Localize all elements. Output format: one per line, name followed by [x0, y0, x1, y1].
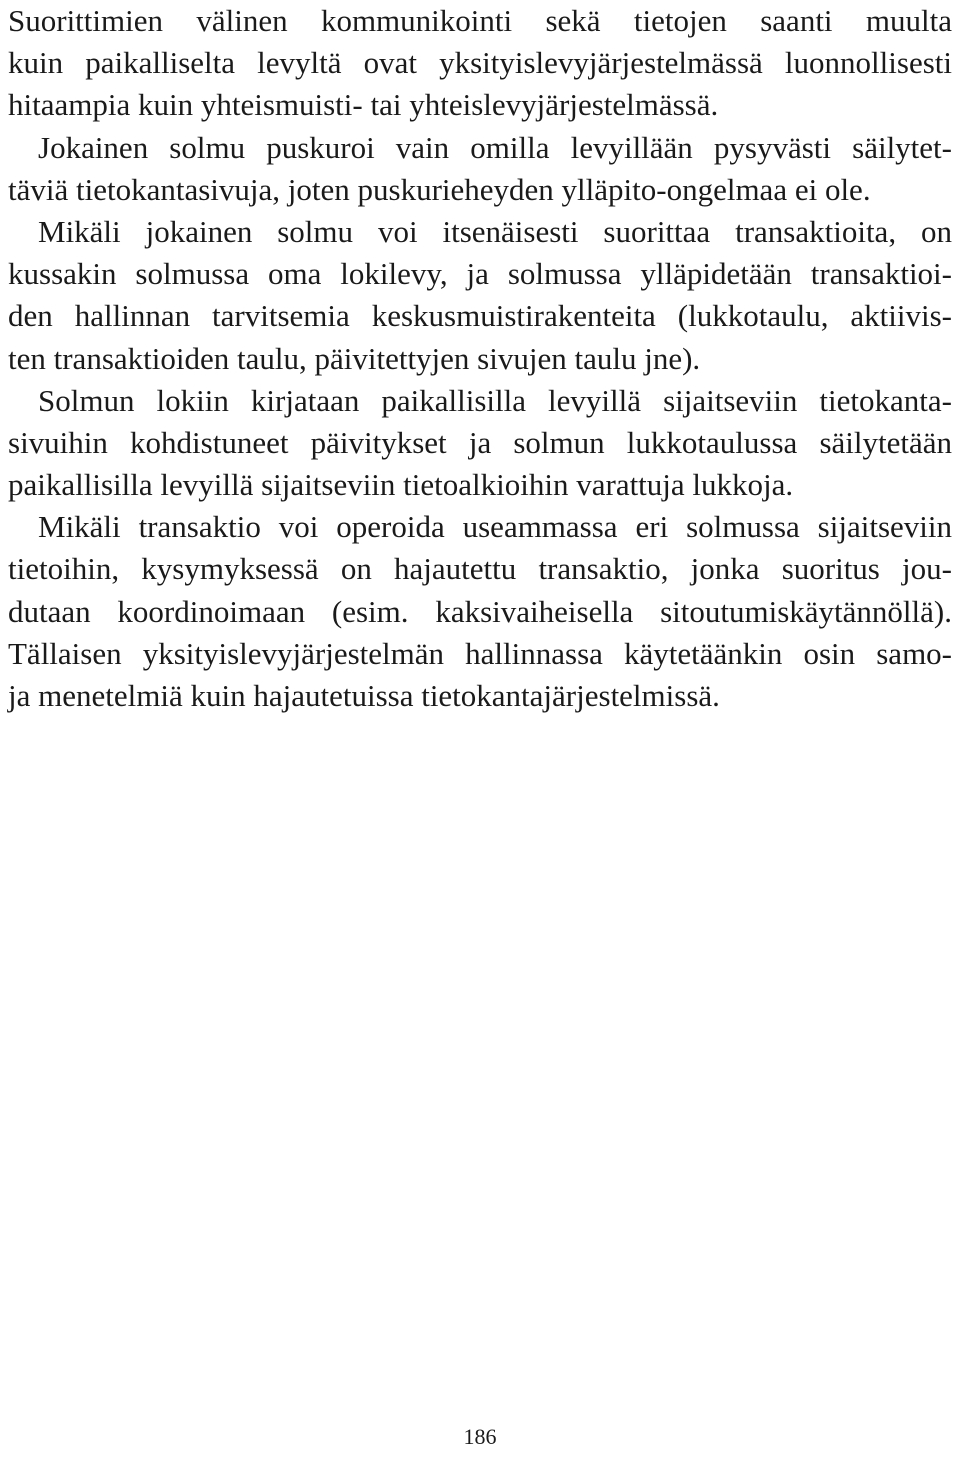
text-line: Mikäli jokainen solmu voi itsenäisesti suorittaa transaktioita, on [38, 213, 952, 249]
text-line: kuin paikalliselta levyltä ovat yksityislevyjärjestelmässä luonnollisesti [8, 45, 952, 81]
paragraph-5 [8, 506, 952, 717]
text-line: ja menetelmiä kuin hajautetuissa tietokantajärjestelmissä. [8, 678, 720, 713]
paragraph-3 [8, 211, 952, 380]
paragraph-4 [8, 380, 952, 507]
text-line: kussakin solmussa oma lokilevy, ja solmussa ylläpidetään transaktioi- [8, 256, 952, 292]
text-line: täviä tietokantasivuja, joten puskurieheyden ylläpito-ongelmaa ei ole. [8, 171, 871, 207]
paragraph-1 [8, 0, 952, 127]
text-line: paikallisilla levyillä sijaitseviin tietoalkioihin varattuja lukkoja. [8, 467, 794, 503]
text-line: ten transaktioiden taulu, päivitettyjen sivujen taulu jne). [8, 340, 701, 376]
body-text [8, 0, 952, 717]
text-line: Tällaisen yksityislevyjärjestelmän hallinnassa käytetäänkin osin samo- [8, 635, 952, 671]
text-line: tietoihin, kysymyksessä on hajautettu transaktio, jonka suoritus jou- [8, 551, 952, 587]
text-line: Solmun lokiin kirjataan paikallisilla levyillä sijaitseviin tietokanta- [38, 382, 952, 418]
text-line: Jokainen solmu puskuroi vain omilla levyillään pysyvästi säilytet- [38, 129, 952, 165]
text-line: dutaan koordinoimaan (esim. kaksivaiheisella sitoutumiskäytännöllä). [8, 593, 952, 629]
text-line: den hallinnan tarvitsemia keskusmuistirakenteita (lukkotaulu, aktiivis- [8, 298, 952, 334]
text-line: Suorittimien välinen kommunikointi sekä tietojen saanti muulta [8, 3, 952, 38]
text-line: sivuihin kohdistuneet päivitykset ja solmun lukkotaulussa säilytetään [8, 424, 952, 460]
text-line: Mikäli transaktio voi operoida useammassa eri solmussa sijaitseviin [38, 509, 952, 545]
paragraph-2 [8, 127, 952, 211]
page-number: 186 [463, 1424, 497, 1449]
text-line: hitaampia kuin yhteismuisti- tai yhteislevyjärjestelmässä. [8, 87, 719, 123]
